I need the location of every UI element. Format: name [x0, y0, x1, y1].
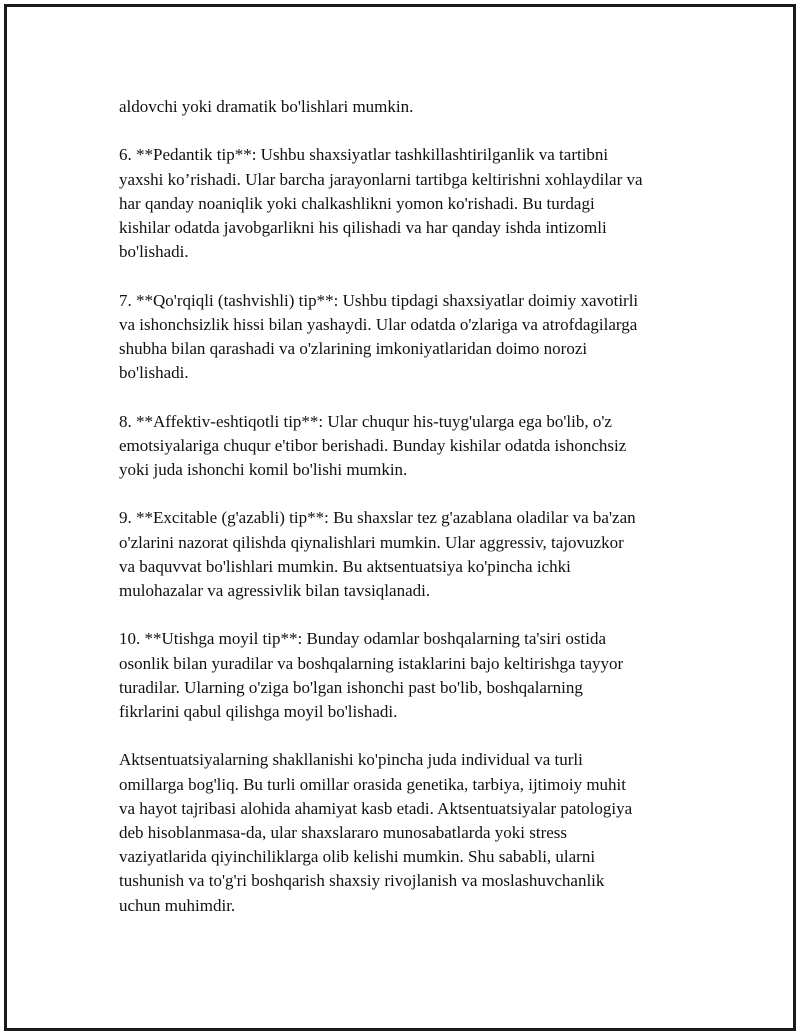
text-line: fikrlarini qabul qilishga moyil bo'lishadi.: [119, 702, 398, 721]
text-line: uchun muhimdir.: [119, 895, 236, 915]
text-line: Aktsentuatsiyalarning shakllanishi ko'pincha juda individual va turli: [119, 750, 583, 770]
text-line: vaziyatlarida qiyinchiliklarga olib kelishi mumkin. Shu sababli, ularni: [119, 847, 596, 867]
paragraph-qorqiqli-tip: [119, 289, 709, 386]
text-line: 10. **Utishga moyil tip**: Bunday odamlar boshqalarning ta'siri ostida: [119, 629, 607, 649]
text-line: o'zlarini nazorat qilishda qiynalishlari mumkin. Ular aggressiv, tajovuzkor: [119, 532, 624, 552]
text-line: 6. **Pedantik tip**: Ushbu shaxsiyatlar tashkillashtirilganlik va tartibni: [119, 145, 609, 165]
text-line: 7. **Qo'rqiqli (tashvishli) tip**: Ushbu tipdagi shaxsiyatlar doimiy xavotirli: [119, 290, 639, 310]
text-line: bo'lishadi.: [119, 363, 189, 383]
paragraph-conclusion: [119, 748, 709, 917]
text-line: yoki juda ishonchi komil bo'lishi mumkin.: [119, 460, 408, 479]
text-line: deb hisoblanmasa-da, ular shaxslararo munosabatlarda yoki stress: [119, 823, 568, 842]
text-line: mulohazalar va agressivlik bilan tavsiqlanadi.: [119, 581, 431, 600]
text-line: shubha bilan qarashadi va o'zlarining imkoniyatlaridan doimo norozi: [119, 339, 588, 358]
text-line: 9. **Excitable (g'azabli) tip**: Bu shaxslar tez g'azablana oladilar va ba'zan: [119, 508, 636, 528]
text-line: 8. **Affektiv-eshtiqotli tip**: Ular chuqur his-tuyg'ularga ega bo'lib, o'z: [119, 411, 612, 431]
text-line: tushunish va to'g'ri boshqarish shaxsiy rivojlanish va moslashuvchanlik: [119, 871, 605, 891]
paragraph-excitable-tip: [119, 506, 709, 603]
text-line: va ishonchsizlik hissi bilan yashaydi. Ular odatda o'zlariga va atrofdagilarga: [119, 314, 638, 334]
text-line: bo'lishadi.: [119, 242, 189, 262]
paragraph-continuation: [119, 95, 709, 119]
paragraph-affektiv-tip: [119, 410, 709, 483]
text-line: turadilar. Ularning o'ziga bo'lgan ishonchi past bo'lib, boshqalarning: [119, 677, 583, 697]
text-line: va baquvvat bo'lishlari mumkin. Bu aktsentuatsiya ko'pincha ichki: [119, 556, 571, 576]
text-line: emotsiyalariga chuqur e'tibor berishadi. Bunday kishilar odatda ishonchsiz: [119, 435, 627, 455]
text-line: har qanday noaniqlik yoki chalkashlikni yomon ko'rishadi. Bu turdagi: [119, 193, 595, 213]
paragraph-utishga-moyil-tip: [119, 627, 709, 724]
text-line: omillarga bog'liq. Bu turli omillar orasida genetika, tarbiya, ijtimoiy muhit: [119, 774, 626, 794]
paragraph-pedantik-tip: [119, 143, 709, 264]
document-body: [119, 95, 709, 942]
text-line: osonlik bilan yuradilar va boshqalarning istaklarini bajo keltirishga tayyor: [119, 653, 624, 673]
text-line: yaxshi ko’rishadi. Ular barcha jarayonlarni tartibga keltirishni xohlaydilar va: [119, 169, 643, 189]
text-line: kishilar odatda javobgarlikni his qilishadi va har qanday ishda intizomli: [119, 218, 607, 237]
text-line: aldovchi yoki dramatik bo'lishlari mumkin.: [119, 97, 414, 116]
page-frame: [4, 4, 796, 1031]
text-line: va hayot tajribasi alohida ahamiyat kasb etadi. Aktsentuatsiyalar patologiya: [119, 798, 633, 818]
